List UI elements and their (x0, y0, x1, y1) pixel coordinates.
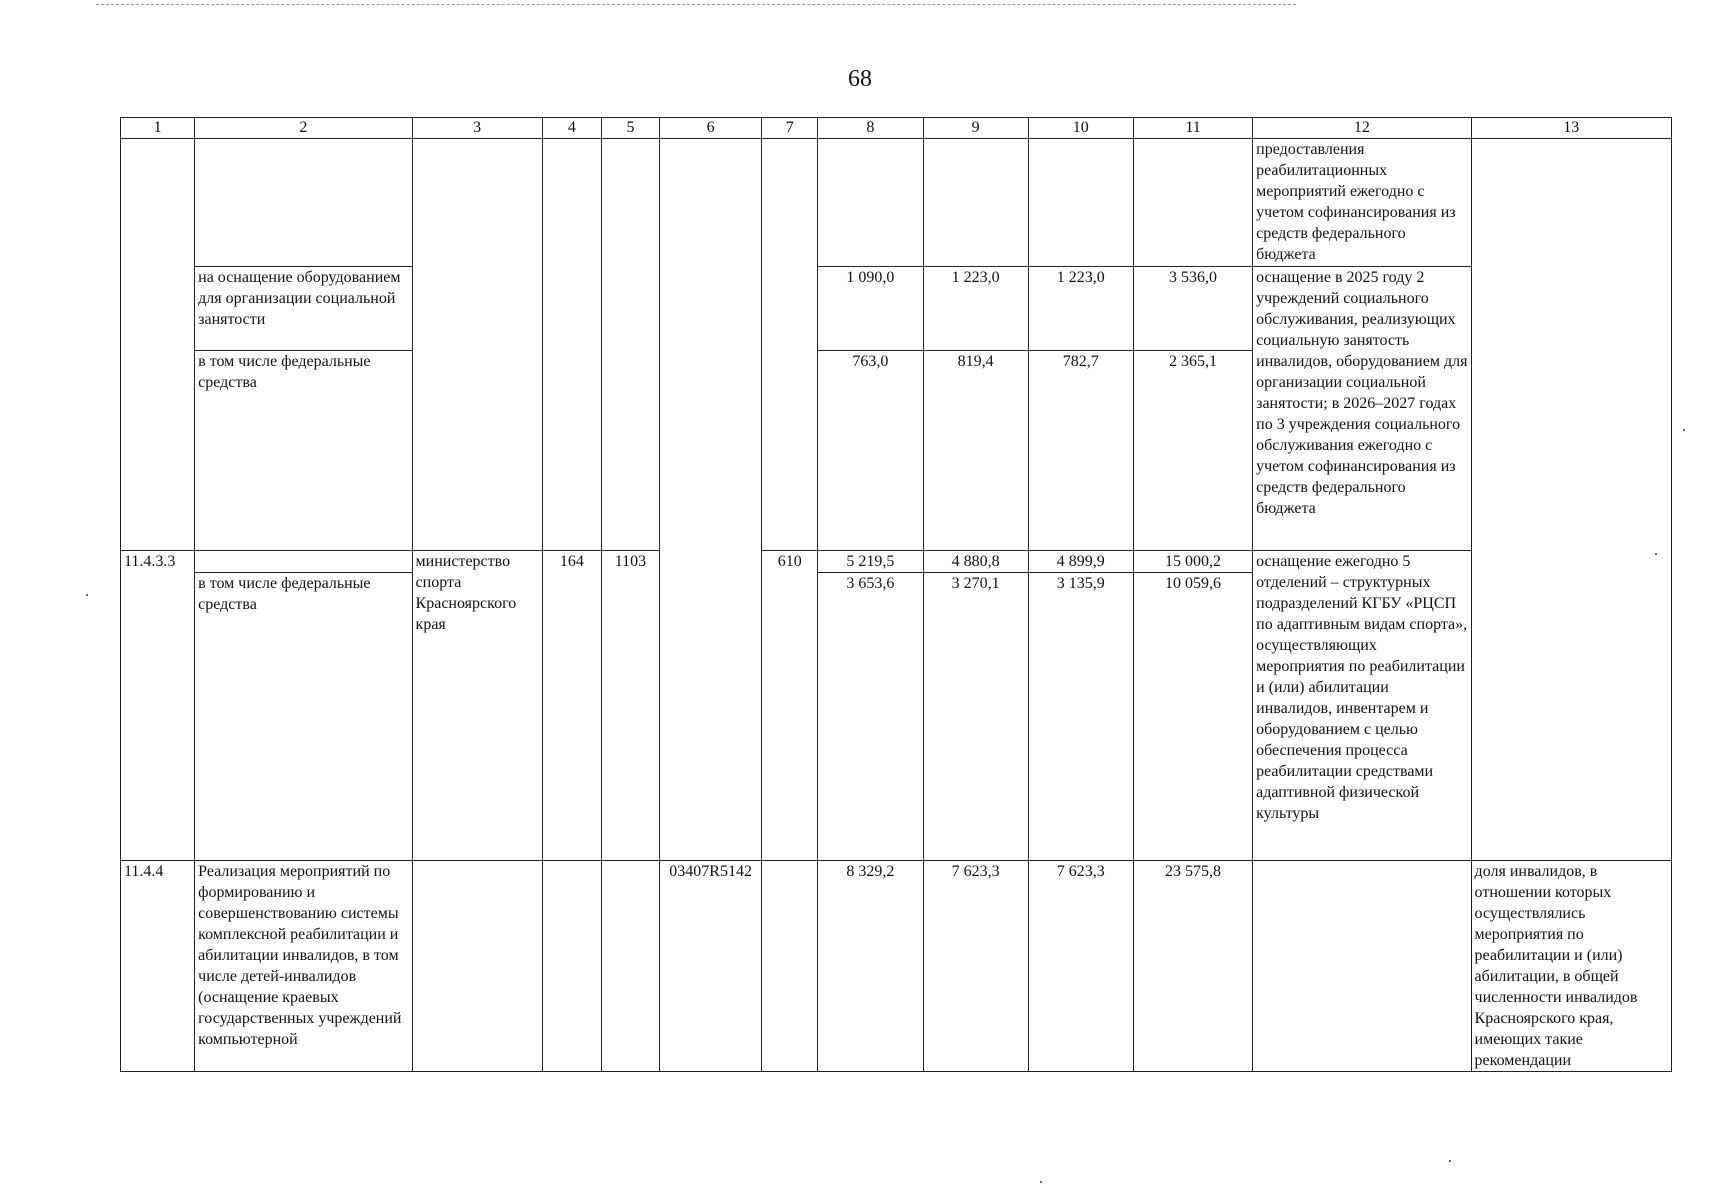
col-header: 2 (195, 118, 412, 139)
cell-2027: 782,7 (1028, 351, 1133, 551)
cell-2026: 7 623,3 (923, 861, 1028, 1072)
cell-blank (923, 139, 1028, 267)
cell-name: Реализация мероприятий по формированию и совершенствованию системы комплексной реабилитации и абилитации инвалидов, в том числе детей-инвалидов (оснащение краевых государственных учреждений компьютерной (195, 861, 412, 1072)
scan-speck (1683, 429, 1685, 431)
cell-name: в том числе федеральные средства (195, 351, 412, 551)
cell-vr-blank (762, 139, 818, 551)
budget-table (120, 117, 1672, 1072)
table-header (121, 118, 1672, 139)
col-header: 12 (1253, 118, 1471, 139)
scan-speck (1655, 553, 1657, 555)
cell-blank (542, 861, 601, 1072)
col-header: 9 (923, 118, 1028, 139)
cell-2026: 4 880,8 (923, 551, 1028, 573)
cell-executor-blank (412, 139, 542, 551)
table-row (121, 551, 1672, 573)
cell-csr: 03407R5142 (660, 861, 762, 1072)
cell-indicator: доля инвалидов, в отношении которых осуществлялись мероприятия по реабилитации и (или) абилитации, в общей численности инвалидов Красноярского края, имеющих такие рекомендации (1471, 861, 1671, 1072)
cell-2027: 7 623,3 (1028, 861, 1133, 1072)
cell-2026: 819,4 (923, 351, 1028, 551)
col-header: 5 (601, 118, 659, 139)
cell-blank (762, 861, 818, 1072)
cell-blank (1133, 139, 1252, 267)
col-header: 13 (1471, 118, 1671, 139)
col-header: 6 (660, 118, 762, 139)
cell-result: оснащение в 2025 году 2 учреждений социального обслуживания, реализующих социальную занятость инвалидов, оборудованием для организации социальной занятости; в 2026–2027 годах по 3 учреждения социального обслуживания ежегодно с учетом софинансирования из средств федерального бюджета (1253, 267, 1471, 551)
cell-total: 2 365,1 (1133, 351, 1252, 551)
table-row (121, 139, 1672, 267)
cell-total: 10 059,6 (1133, 573, 1252, 861)
scan-speck (1449, 1160, 1451, 1162)
cell-vr: 610 (762, 551, 818, 861)
col-header: 8 (818, 118, 923, 139)
cell-grbs-blank (542, 139, 601, 551)
cell-executor: министерство спорта Красноярского края (412, 551, 542, 861)
page-number: 68 (848, 66, 872, 92)
cell-csr-blank (660, 139, 762, 861)
cell-2025: 3 653,6 (818, 573, 923, 861)
cell-result-continued: предоставления реабилитационных мероприятий ежегодно с учетом софинансирования из средств федерального бюджета (1253, 139, 1471, 267)
cell-2027: 1 223,0 (1028, 267, 1133, 351)
cell-2025: 8 329,2 (818, 861, 923, 1072)
cell-blank (1253, 861, 1471, 1072)
cell-code: 11.4.3.3 (121, 551, 195, 861)
col-header: 11 (1133, 118, 1252, 139)
scan-speck (86, 594, 88, 596)
cell-2026: 1 223,0 (923, 267, 1028, 351)
cell-indicator-blank (1471, 139, 1671, 861)
col-header: 3 (412, 118, 542, 139)
cell-2026: 3 270,1 (923, 573, 1028, 861)
scan-speck (1040, 1181, 1042, 1183)
cell-2027: 4 899,9 (1028, 551, 1133, 573)
cell-code-blank (121, 139, 195, 551)
cell-name: в том числе федеральные средства (195, 573, 412, 861)
col-header: 10 (1028, 118, 1133, 139)
cell-blank (195, 551, 412, 573)
cell-grbs: 164 (542, 551, 601, 861)
cell-blank (818, 139, 923, 267)
cell-result: оснащение ежегодно 5 отделений – структурных подразделений КГБУ «РЦСП по адаптивным видам спорта», осуществляющих мероприятия по реабилитации и (или) абилитации инвалидов, инвентарем и оборудованием с целью обеспечения процесса реабилитации средствами адаптивной физической культуры (1253, 551, 1471, 861)
cell-blank (195, 139, 412, 267)
cell-code: 11.4.4 (121, 861, 195, 1072)
cell-blank (601, 861, 659, 1072)
table-row (121, 861, 1672, 1072)
col-header: 4 (542, 118, 601, 139)
cell-total: 15 000,2 (1133, 551, 1252, 573)
table-row (121, 267, 1672, 351)
cell-name: на оснащение оборудованием для организации социальной занятости (195, 267, 412, 351)
cell-blank (1028, 139, 1133, 267)
cell-2025: 1 090,0 (818, 267, 923, 351)
cell-2027: 3 135,9 (1028, 573, 1133, 861)
cell-total: 23 575,8 (1133, 861, 1252, 1072)
cell-section-blank (601, 139, 659, 551)
cell-total: 3 536,0 (1133, 267, 1252, 351)
cell-2025: 5 219,5 (818, 551, 923, 573)
scan-top-rule (96, 4, 1296, 5)
cell-section: 1103 (601, 551, 659, 861)
col-header: 7 (762, 118, 818, 139)
cell-blank (412, 861, 542, 1072)
cell-2025: 763,0 (818, 351, 923, 551)
col-header: 1 (121, 118, 195, 139)
